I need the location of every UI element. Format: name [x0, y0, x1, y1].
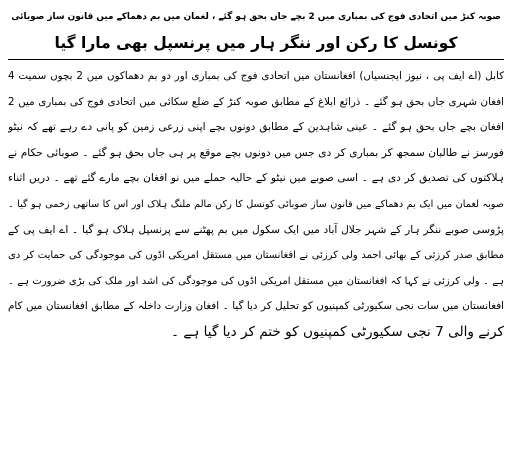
body-line: مطابق صدر کرزئی کے بھائی احمد ولی کرزئی نے افغانستان میں مستقل امریکی اڈوں کی موجودگی کی حمایت کر دی [8, 250, 504, 262]
body-line: ہے ۔ ولی کرزئی نے کہا کہ افغانستان میں مستقل امریکی اڈوں کی موجودگی کی اشد اور ملک کی بڑی ضرورت ہے ۔ [8, 275, 504, 287]
headline-divider [8, 59, 504, 60]
body-line: افغان بچے جاں بحق ہو گئے ۔ عینی شاہدین کے مطابق دونوں بچے اپنی زرعی زمین کو پانی دے رہے تھے کہ نیٹو [8, 121, 504, 134]
article-headline [8, 4, 504, 56]
headline-line-2: کونسل کا رکن اور ننگر ہار میں پرنسپل بھی مارا گیا [54, 34, 458, 52]
headline-line-1: صوبہ کنڑ میں اتحادی فوج کی بمباری میں 2 بچے جاں بحق ہو گئے ، لغمان میں بم دھماکے میں قانون ساز صوبائی [11, 12, 501, 22]
body-line: صوبہ لغمان میں ایک بم دھماکے میں قانون ساز صوبائی کونسل کا رکن مالم ملنگ ہلاک اور اس کا ساتھی زخمی ہو گیا ۔ [8, 198, 504, 210]
body-line: کابل (اے ایف پی ، نیوز ایجنسیاں) افغانستان میں اتحادی فوج کی بمباری اور دو بم دھماکوں میں 2 بچوں سمیت 4 [8, 70, 504, 82]
article-body [8, 64, 504, 346]
body-line: پڑوسی صوبے ننگر ہار کے شہر جلال آباد میں ایک سکول میں بم پھٹنے سے پرنسپل ہلاک ہو گیا ۔ اے ایف پی کے [8, 223, 504, 236]
body-line: افغان شہری جاں بحق ہو گئے ۔ ذرائع ابلاغ کے مطابق صوبہ کنڑ کے ضلع سکائی میں اتحادی فوج کی بمباری میں 2 [8, 95, 504, 108]
body-line: فورسز نے طالبان سمجھ کر بمباری کر دی جس میں دونوں بچے موقع پر ہی جاں بحق ہو گئے ۔ صوبائی حکام نے [8, 146, 504, 159]
body-line: کرنے والی 7 نجی سکیورٹی کمپنیوں کو ختم کر دیا گیا ہے ۔ [171, 323, 504, 340]
body-line: افغانستان میں سات نجی سکیورٹی کمپنیوں کو تحلیل کر دیا گیا ۔ افغان وزارت داخلہ کے مطابق افغانستان میں کام [8, 300, 504, 313]
body-line: ہلاکتوں کی تصدیق کر دی ہے ۔ اسی صوبے میں نیٹو کے حالیہ حملے میں نو افغان بچے مارے گئے تھے ۔ دریں اثناء [8, 172, 504, 185]
